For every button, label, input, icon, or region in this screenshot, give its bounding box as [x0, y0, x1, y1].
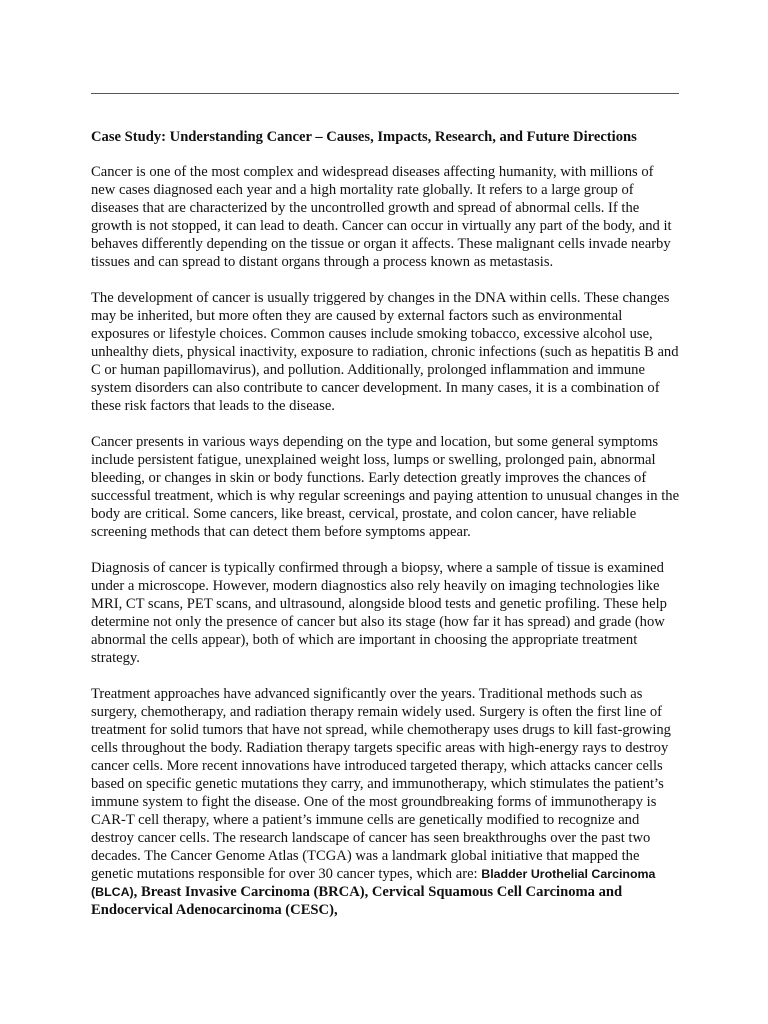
paragraph-causes: The development of cancer is usually triggered by changes in the DNA within cells. These changes may be inherited, but more often they are caused by external factors such as environmental exposures or lifestyle choices. Common causes include smoking tobacco, excessive alcohol use, unhealthy diets, physical inactivity, exposure to radiation, chronic infections (such as hepatitis B and C or human papillomavirus), and pollution. Additionally, prolonged inflammation and immune system disorders can also contribute to cancer development. In many cases, it is a combination of these risk factors that leads to the disease.	[91, 290, 679, 414]
paragraph-treatment	[91, 685, 681, 919]
paragraph-intro: Cancer is one of the most complex and widespread diseases affecting humanity, with millions of new cases diagnosed each year and a high mortality rate globally. It refers to a large group of diseases that are characterized by the uncontrolled growth and spread of abnormal cells. If the growth is not stopped, it can lead to death. Cancer can occur in virtually any part of the body, and it behaves differently depending on the tissue or organ it affects. These malignant cells invade nearby tissues and can spread to distant organs through a process known as metastasis.	[91, 164, 672, 270]
header-divider	[91, 93, 679, 94]
document-body	[91, 128, 681, 937]
paragraph-symptoms: Cancer presents in various ways depending on the type and location, but some general symptoms include persistent fatigue, unexplained weight loss, lumps or swelling, prolonged pain, abnormal bleeding, or changes in skin or body functions. Early detection greatly improves the chances of successful treatment, which is why regular screenings and paying attention to unusual changes in the body are critical. Some cancers, like breast, cervical, prostate, and colon cancer, have reliable screening methods that can detect them before symptoms appear.	[91, 434, 680, 540]
cancer-type-blca: Bladder Urothelial Carcinoma (BLCA)	[91, 867, 656, 899]
paragraph-diagnosis: Diagnosis of cancer is typically confirmed through a biopsy, where a sample of tissue is examined under a microscope. However, modern diagnostics also rely heavily on imaging technologies like MRI, CT scans, PET scans, and ultrasound, alongside blood tests and genetic profiling. These help determine not only the presence of cancer but also its stage (how far it has spread) and grade (how abnormal the cells appear), both of which are important in choosing the appropriate treatment strategy.	[91, 560, 667, 666]
document-title: Case Study: Understanding Cancer – Causes, Impacts, Research, and Future Directions	[91, 129, 637, 145]
cancer-types-list: , Breast Invasive Carcinoma (BRCA), Cervical Squamous Cell Carcinoma and Endocervical Adenocarcinoma (CESC),	[91, 884, 623, 918]
treatment-text: Treatment approaches have advanced significantly over the years. Traditional methods such as surgery, chemotherapy, and radiation therapy remain widely used. Surgery is often the first line of treatment for solid tumors that have not spread, while chemotherapy uses drugs to kill fast-growing cells throughout the body. Radiation therapy targets specific areas with high-energy rays to destroy cancer cells. More recent innovations have introduced targeted therapy, which attacks cancer cells based on specific genetic mutations they carry, and immunotherapy, which stimulates the patient’s immune system to fight the disease. One of the most groundbreaking forms of immunotherapy is CAR-T cell therapy, where a patient’s immune cells are genetically modified to recognize and destroy cancer cells. The research landscape of cancer has seen breakthroughs over the past two decades. The Cancer Genome Atlas (TCGA) was a landmark global initiative that mapped the genetic mutations responsible for over 30 cancer types, which are:	[91, 686, 671, 882]
